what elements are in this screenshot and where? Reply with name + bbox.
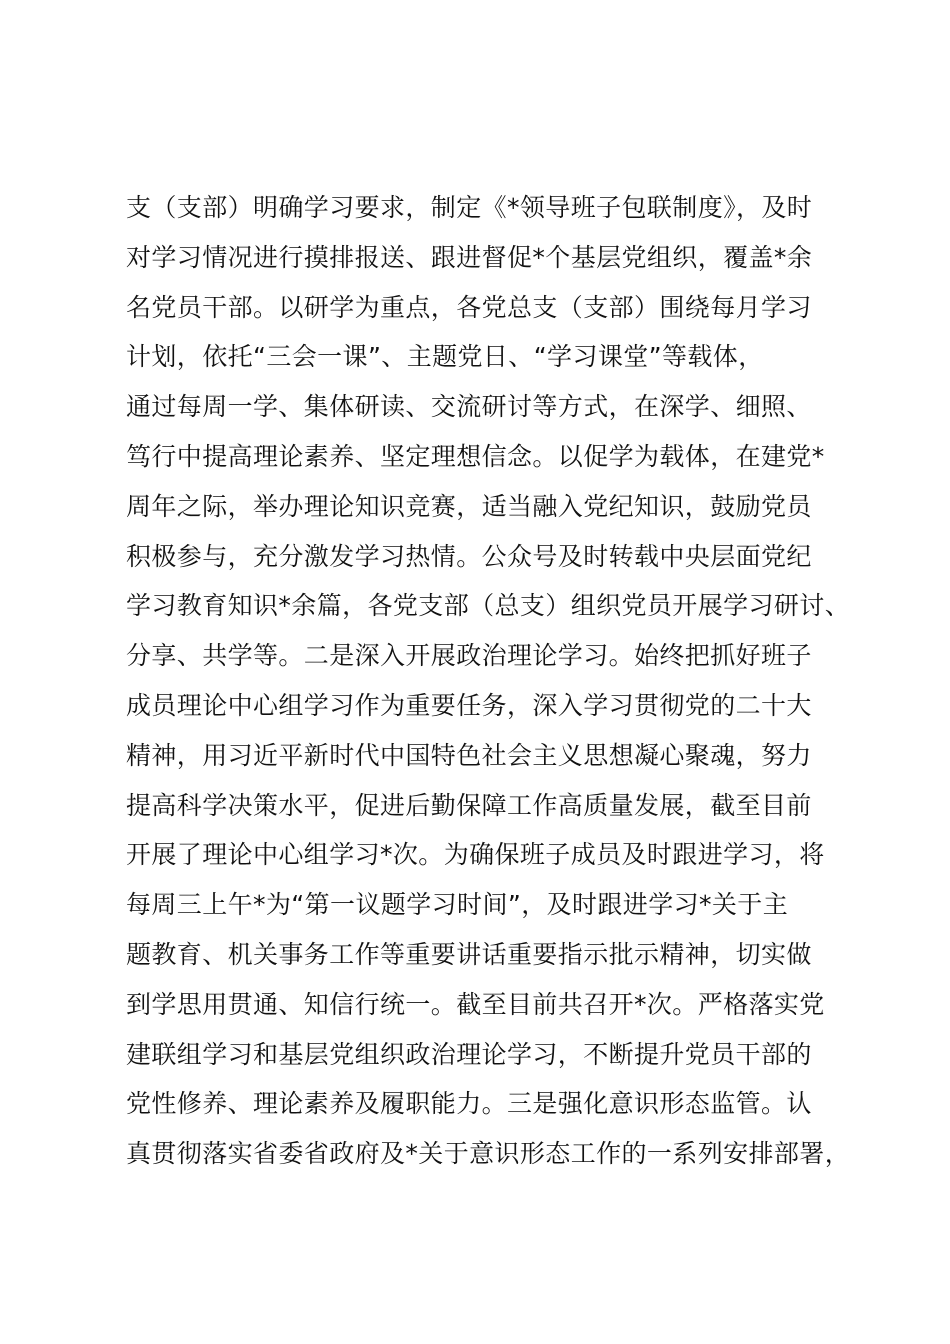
- text-line-16: 题教育、机关事务工作等重要讲话重要指示批示精神，切实做: [126, 939, 812, 969]
- text-line-2: 对学习情况进行摸排报送、跟进督促*个基层党组织，覆盖*余: [126, 242, 813, 272]
- text-line-18: 建联组学习和基层党组织政治理论学习，不断提升党员干部的: [126, 1039, 812, 1069]
- text-line-1: 支（支部）明确学习要求，制定《*领导班子包联制度》，及时: [126, 193, 813, 222]
- text-line-6: 笃行中提高理论素养、坚定理想信念。以促学为载体，在建党*: [126, 441, 825, 471]
- text-line-19: 党性修养、理论素养及履职能力。三是强化意识形态监管。认: [126, 1089, 812, 1119]
- text-line-10: 分享、共学等。二是深入开展政治理论学习。始终把抓好班子: [126, 641, 812, 671]
- text-line-17: 到学思用贯通、知信行统一。截至目前共召开*次。严格落实党: [126, 989, 825, 1019]
- text-line-3: 名党员干部。以研学为重点，各党总支（支部）围绕每月学习: [126, 292, 812, 322]
- text-line-5: 通过每周一学、集体研读、交流研讨等方式，在深学、细照、: [126, 392, 812, 422]
- text-line-14: 开展了理论中心组学习*次。为确保班子成员及时跟进学习，将: [126, 840, 825, 870]
- body-text: [126, 183, 851, 1179]
- text-line-7: 周年之际，举办理论知识竞赛，适当融入党纪知识，鼓励党员: [126, 491, 812, 521]
- text-line-8: 积极参与，充分激发学习热情。公众号及时转载中央层面党纪: [126, 541, 812, 571]
- text-line-13: 提高科学决策水平，促进后勤保障工作高质量发展，截至目前: [126, 790, 812, 820]
- text-line-4: 计划，依托“三会一课”、主题党日、“学习课堂”等载体，: [126, 342, 764, 372]
- text-line-20: 真贯彻落实省委省政府及*关于意识形态工作的一系列安排部署，: [126, 1139, 851, 1169]
- text-line-12: 精神，用习近平新时代中国特色社会主义思想凝心聚魂，努力: [126, 740, 812, 770]
- text-line-11: 成员理论中心组学习作为重要任务，深入学习贯彻党的二十大: [126, 690, 812, 720]
- text-line-15: 每周三上午*为“第一议题学习时间”，及时跟进学习*关于主: [126, 890, 789, 920]
- text-line-9: 学习教育知识*余篇，各党支部（总支）组织党员开展学习研讨、: [126, 591, 851, 621]
